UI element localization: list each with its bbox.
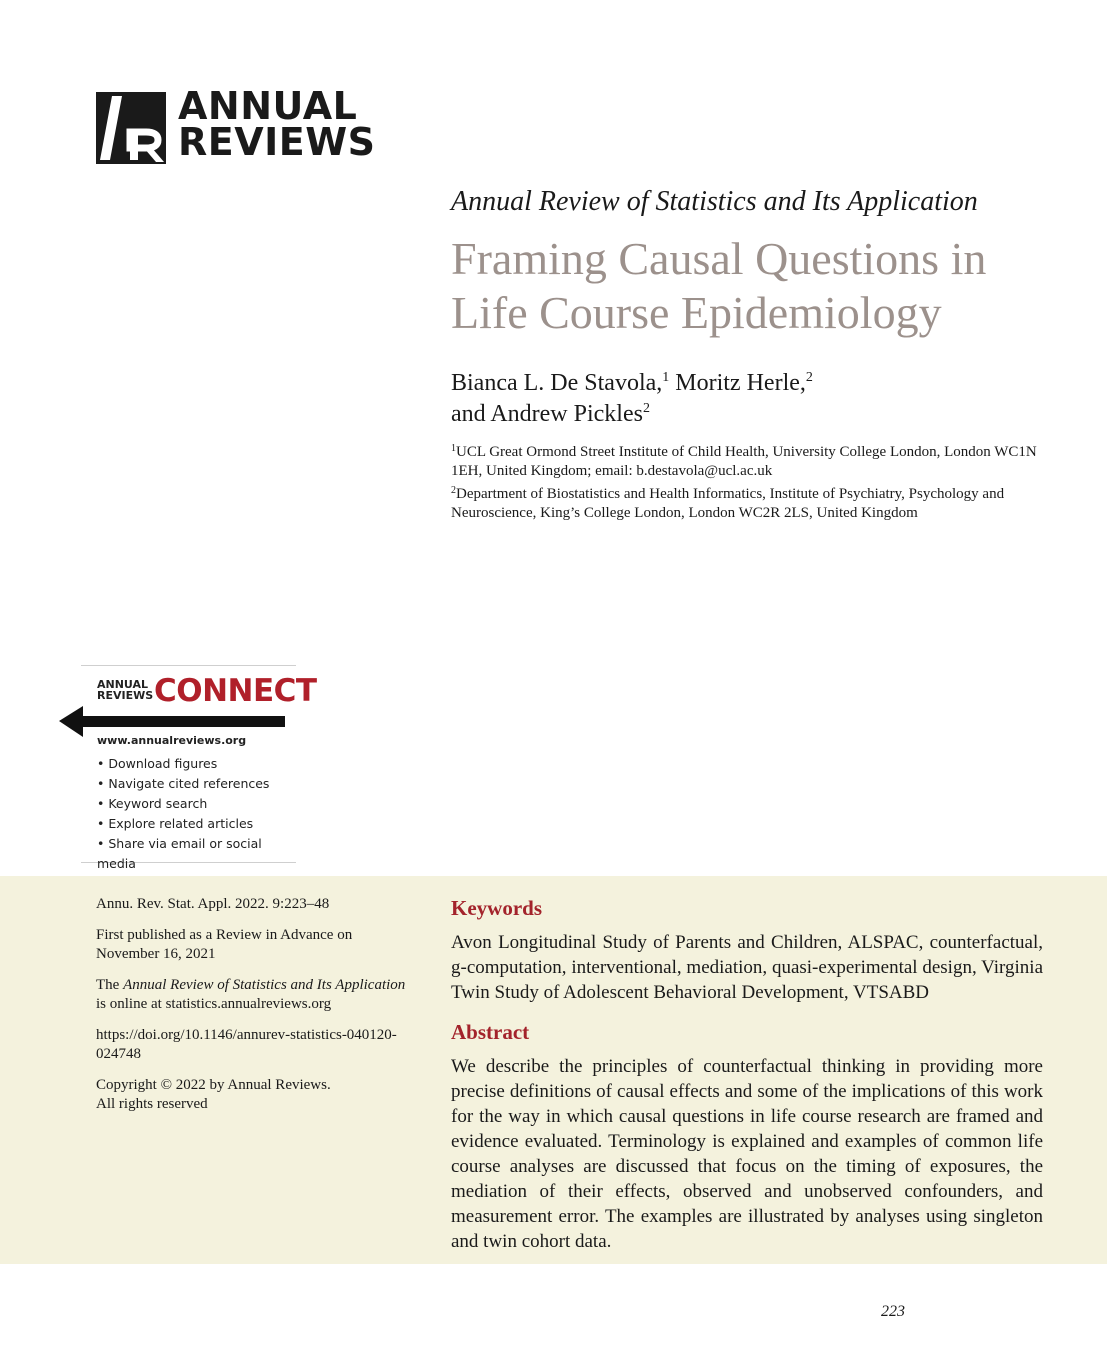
online-note <box>96 976 416 1014</box>
online-prefix: The <box>96 977 120 993</box>
rights-line: All rights reserved <box>96 1096 208 1112</box>
affiliation <box>451 485 1051 523</box>
author-affil-sup: 2 <box>805 370 813 385</box>
article-title: Framing Causal Questions in Life Course Epidemiology <box>451 233 987 338</box>
logo-line-reviews: REVIEWS <box>178 120 376 164</box>
list-item: • Navigate cited references <box>97 774 296 794</box>
connect-word: CONNECT <box>154 673 317 709</box>
affiliation-text: UCL Great Ormond Street Institute of Child Health, University College London, London WC1N 1EH, United Kingdom; email: b.destavola@ucl.ac.uk <box>451 444 1037 479</box>
list-item: • Explore related articles <box>97 814 296 834</box>
connect-feature-list <box>97 754 296 874</box>
affiliation <box>451 443 1051 481</box>
author-name: Moritz Herle, <box>675 370 806 396</box>
list-item: • Share via email or social media <box>97 834 296 874</box>
logo-wordmark <box>178 84 376 164</box>
page-number: 223 <box>881 1303 905 1320</box>
list-item: • Keyword search <box>97 794 296 814</box>
author-affil-sup: 1 <box>662 370 670 385</box>
affiliation-sup: 1 <box>451 443 456 454</box>
copyright-line: Copyright © 2022 by Annual Reviews. <box>96 1077 331 1093</box>
connect-ar-label <box>97 679 153 701</box>
author-affil-sup: 2 <box>642 401 650 416</box>
ar-logo-mark-icon <box>96 92 166 164</box>
abstract-heading: Abstract <box>451 1020 530 1044</box>
author-list <box>451 368 1051 430</box>
online-journal: Annual Review of Statistics and Its Application <box>123 977 406 993</box>
copyright <box>96 1076 416 1114</box>
citation: Annu. Rev. Stat. Appl. 2022. 9:223–48 <box>96 896 330 912</box>
annual-reviews-logo <box>96 84 376 166</box>
doi-link[interactable]: https://doi.org/10.1146/annurev-statistics-040120-024748 <box>96 1027 397 1062</box>
keywords-heading: Keywords <box>451 896 542 920</box>
first-published: First published as a Review in Advance on November 16, 2021 <box>96 927 353 962</box>
connect-url-link[interactable]: www.annualreviews.org <box>97 734 247 747</box>
connect-reviews: REVIEWS <box>97 689 154 702</box>
list-item: • Download figures <box>97 754 296 774</box>
affiliation-text: Department of Biostatistics and Health Informatics, Institute of Psychiatry, Psychology and Neuroscience, King’s College London, London WC2R 2LS, United Kingdom <box>451 486 1005 521</box>
online-suffix: is online at statistics.annualreviews.org <box>96 996 332 1012</box>
abstract-text: We describe the principles of counterfactual thinking in providing more precise definitions of causal effects and some of the implications of this work for the way in which causal questions in life course research are framed and evidence evaluated. Terminology is explained and examples of common life course analyses are discussed that focus on the timing of exposures, the mediation of their effects, observed and unobserved confounders, and measurement error. The examples are illustrated by analyses using singleton and twin cohort data. <box>451 1056 1043 1252</box>
logo-line-annual: ANNUAL <box>178 84 358 128</box>
connect-annual: ANNUAL <box>97 678 149 691</box>
author-name: and Andrew Pickles <box>451 401 643 427</box>
affiliation-sup: 2 <box>451 485 456 496</box>
annual-reviews-connect-box <box>81 665 317 871</box>
journal-name: Annual Review of Statistics and Its Application <box>451 186 978 217</box>
keywords-text: Avon Longitudinal Study of Parents and Children, ALSPAC, counterfactual, g-computation, interventional, mediation, quasi-experimental design, Virginia Twin Study of Adolescent Behavioral Development, VTSABD <box>451 932 1043 1003</box>
author-name: Bianca L. De Stavola, <box>451 370 663 396</box>
article-info-sidebar <box>96 895 416 1126</box>
